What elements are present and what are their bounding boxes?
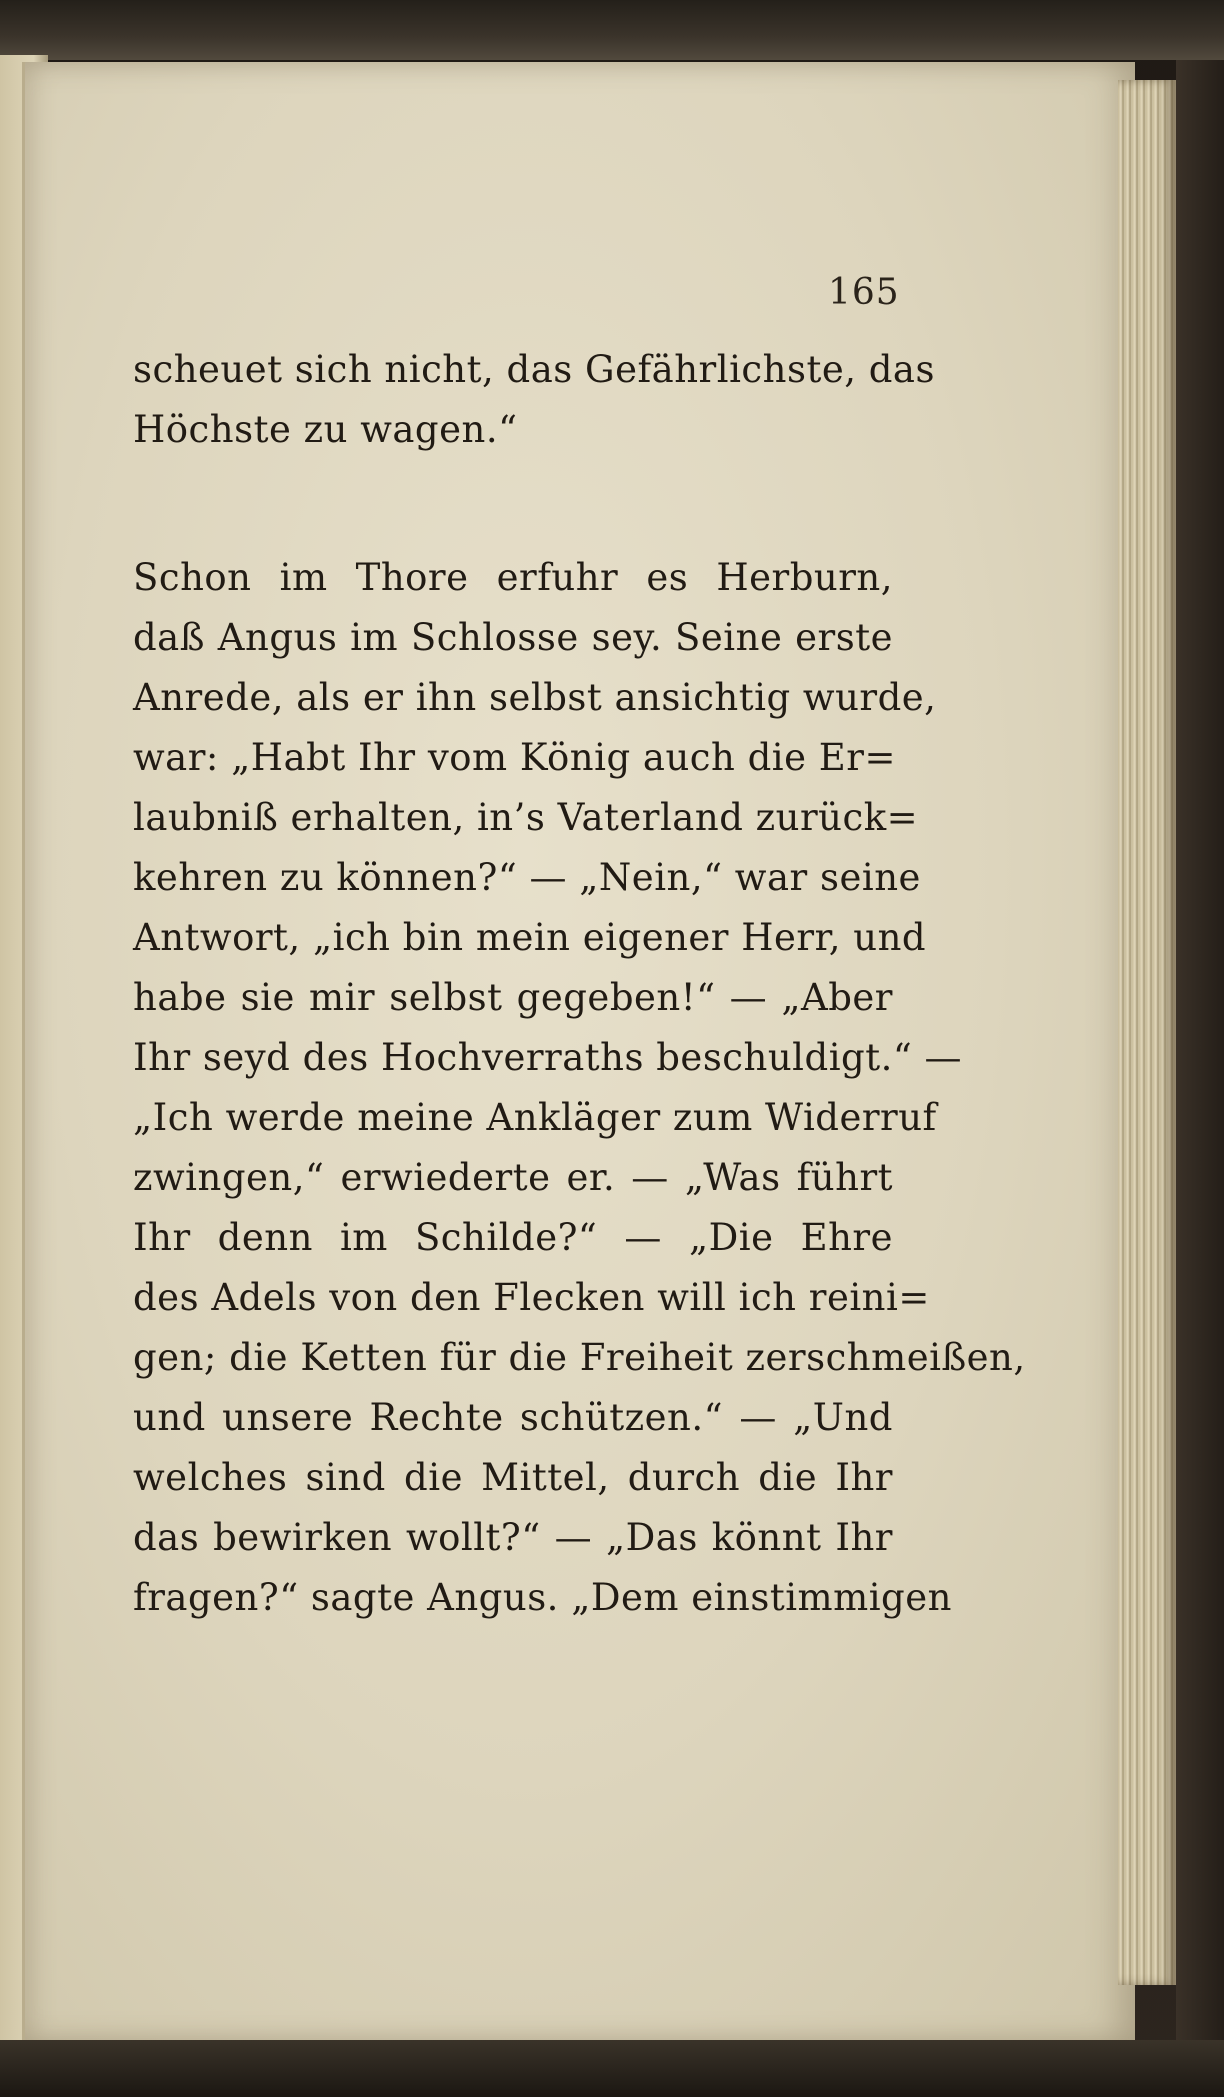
text-line: welches sind die Mittel, durch die Ihr (133, 1456, 893, 1499)
page-text (133, 340, 1026, 1628)
text-line: Schon im Thore erfuhr es Herburn, (133, 556, 893, 599)
text-line: fragen?“ sagte Angus. „Dem einstimmigen (133, 1576, 952, 1619)
text-line: gen; die Ketten für die Freiheit zerschmeißen, (133, 1336, 1026, 1379)
text-line: war: „Habt Ihr vom König auch die Er= (133, 736, 896, 779)
text-line: zwingen,“ erwiederte er. — „Was führt (133, 1156, 893, 1199)
text-line: Anrede, als er ihn selbst ansichtig wurde, (133, 676, 937, 719)
text-line: Antwort, „ich bin mein eigener Herr, und (133, 916, 927, 959)
text-line: habe sie mir selbst gegeben!“ — „Aber (133, 976, 893, 1019)
page-number: 165 (828, 272, 900, 313)
text-line: das bewirken wollt?“ — „Das könnt Ihr (133, 1516, 893, 1559)
text-line: Höchste zu wagen.“ (133, 408, 518, 451)
text-line: „Ich werde meine Ankläger zum Widerruf (133, 1096, 937, 1139)
text-line: laubniß erhalten, in’s Vaterland zurück= (133, 796, 919, 839)
text-line: scheuet sich nicht, das Gefährlichste, das (133, 348, 935, 391)
paragraph-gap (133, 460, 893, 548)
book-cover-bottom-edge (0, 2040, 1224, 2097)
text-line: daß Angus im Schlosse sey. Seine erste (133, 616, 893, 659)
page-block-edges (1118, 80, 1176, 1985)
book-cover-right-edge (1176, 60, 1224, 2050)
text-line: des Adels von den Flecken will ich reini= (133, 1276, 930, 1319)
text-line: und unsere Rechte schützen.“ — „Und (133, 1396, 893, 1439)
text-line: Ihr seyd des Hochverraths beschuldigt.“ — (133, 1036, 963, 1079)
text-line: Ihr denn im Schilde?“ — „Die Ehre (133, 1216, 893, 1259)
book-cover-top-edge (0, 0, 1224, 60)
text-line: kehren zu können?“ — „Nein,“ war seine (133, 856, 921, 899)
